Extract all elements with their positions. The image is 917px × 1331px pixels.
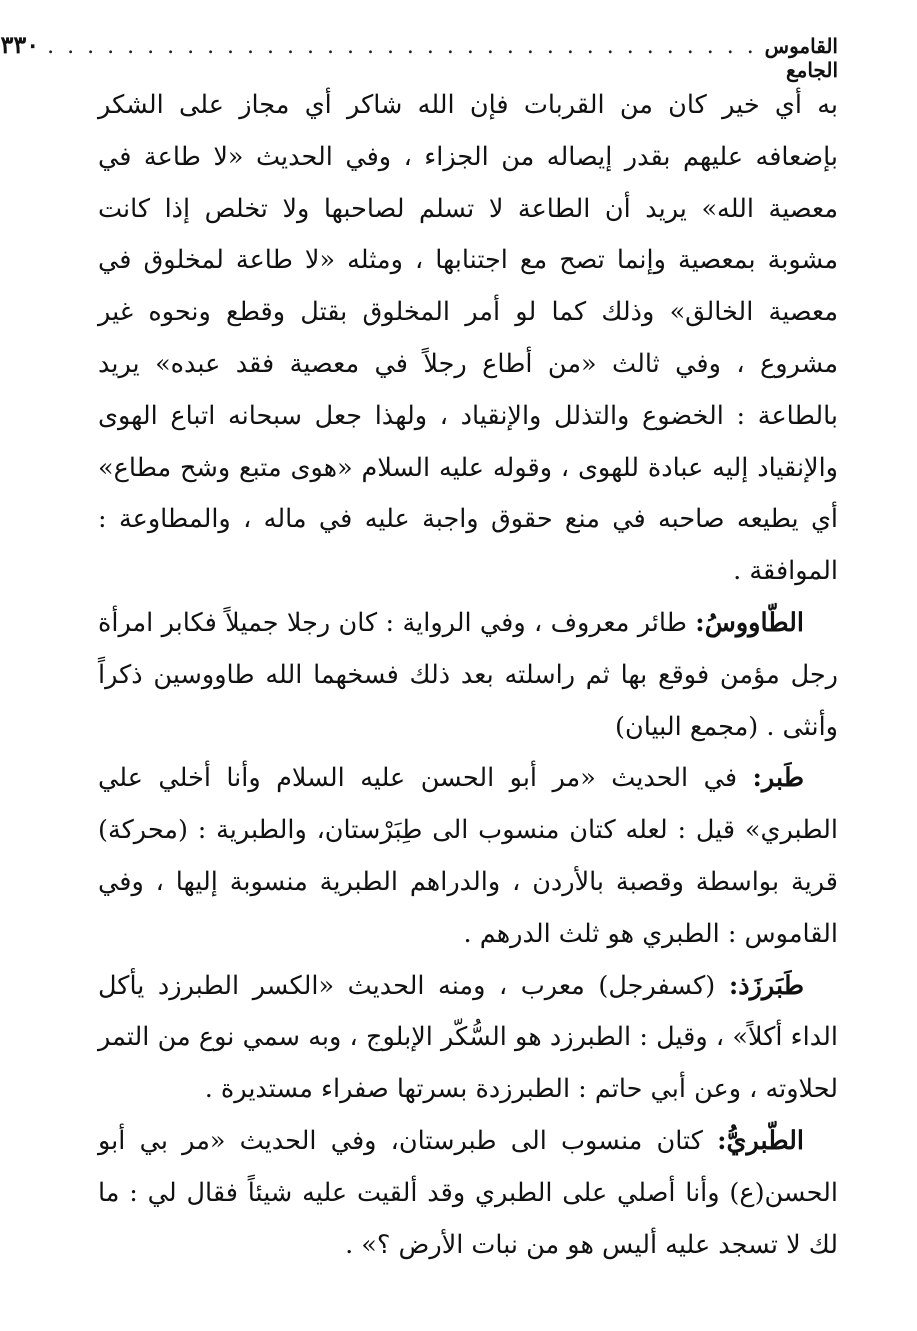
entry-text: كتان منسوب الى طبرستان، وفي الحديث «مر بي أبو الحسن(ع) وأنا أصلي على الطبري وقد ألقيت عليه شيئاً فقال لي : ما لك لا تسجد عليه أليس هو من نبات الأرض ؟» .: [98, 1125, 838, 1260]
page-body: [98, 80, 838, 1271]
entry-headword: الطّبريُّ:: [717, 1125, 804, 1156]
entry-headword: الطّاووسُ:: [695, 607, 804, 638]
running-title: القاموس الجامع: [764, 34, 838, 82]
entry-tabari: [98, 1116, 838, 1271]
entry-tabar: [98, 753, 838, 960]
entry-headword: طَبر:: [752, 763, 804, 794]
entry-text: (كسفرجل) معرب ، ومنه الحديث «الكسر الطبرزد يأكل الداء أكلاً» ، وقيل : الطبرزد هو السُّكّر الإبلوج ، وبه سمي نوع من التمر لحلاوته ، وعن أبي حاتم : الطبرزدة بسرتها صفراء مستديرة .: [98, 970, 838, 1105]
page-number: ٣٣٠: [0, 30, 40, 59]
paragraph-continuation: [98, 80, 838, 598]
entry-text: في الحديث «مر أبو الحسن عليه السلام وأنا أخلي علي الطبري» قيل : لعله كتان منسوب الى طِبَرْستان، والطبرية : (محركة) قرية بواسطة وقصبة بالأردن ، والدراهم الطبرية منسوبة إليها ، وفي القاموس : الطبري هو ثلث الدرهم .: [98, 763, 838, 949]
entry-tabarzad: [98, 961, 838, 1116]
page-header: [0, 30, 838, 82]
paragraph-text: به أي خير كان من القربات فإن الله شاكر أي مجاز على الشكر بإضعافه عليهم بقدر إيصاله من الجزاء ، وفي الحديث «لا طاعة في معصية الله» يريد أن الطاعة لا تسلم لصاحبها ولا تخلص إذا كانت مشوبة بمعصية وإنما تصح مع اجتنابها ، ومثله «لا طاعة لمخلوق في معصية الخالق» وذلك كما لو أمر المخلوق بقتل وقطع ونحوه غير مشروع ، وفي ثالث «من أطاع رجلاً في معصية فقد عبده» يريد بالطاعة : الخضوع والتذلل والإنقياد ، ولهذا جعل سبحانه اتباع الهوى والإنقياد إليه عبادة للهوى ، وقوله عليه السلام «هوى متبع وشح مطاع» أي يطيعه صاحبه في منع حقوق واجبة عليه في ماله ، والمطاوعة : الموافقة .: [98, 90, 838, 587]
book-page: [0, 30, 838, 1271]
entry-headword: طَبَرزَذ:: [728, 970, 804, 1001]
entry-tawoos: [98, 598, 838, 753]
entry-text: طائر معروف ، وفي الرواية : كان رجلا جميلاً فكابر امرأة رجل مؤمن فوقع بها ثم راسلته بعد ذلك فسخهما الله طاووسين ذكراً وأنثى . (مجمع البيان): [98, 607, 838, 742]
header-dot-leader: . . . . . . . . . . . . . . . . . . . . . . . . . . . . . . . . . . . .: [47, 34, 757, 59]
